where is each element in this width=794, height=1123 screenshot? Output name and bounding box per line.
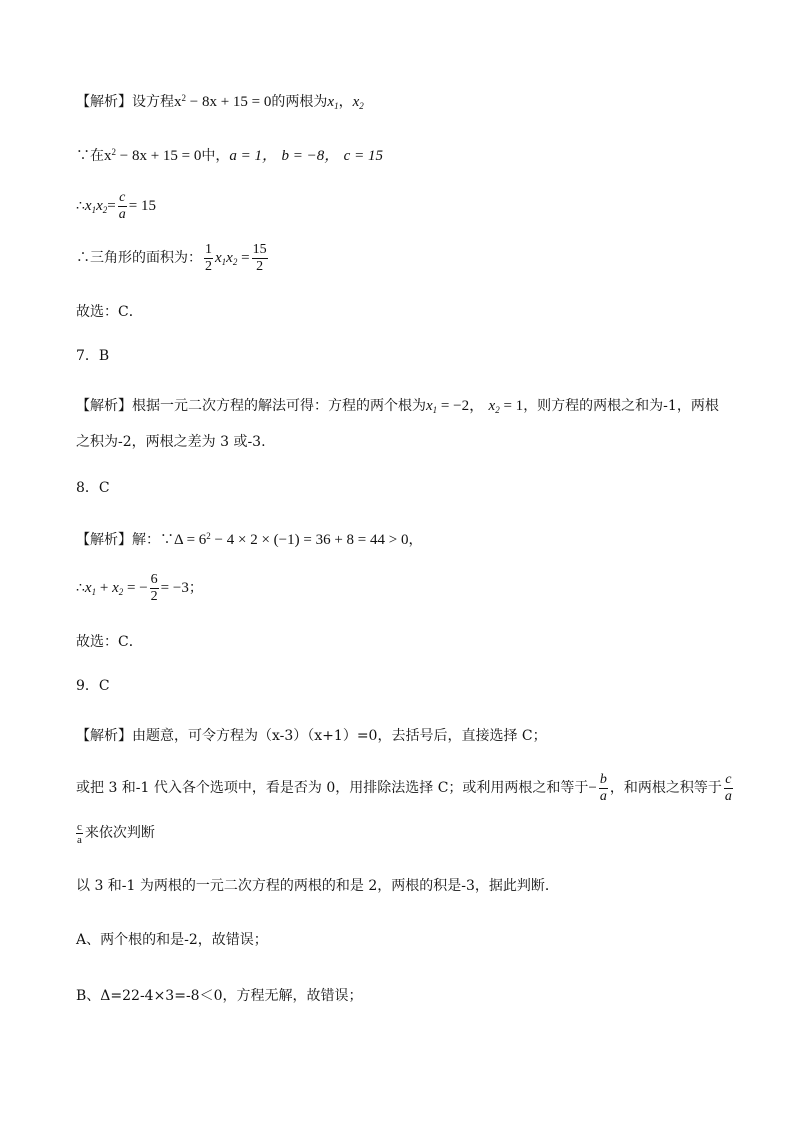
- text: 中，: [201, 148, 230, 164]
- fraction-half: $\frac{1}{2}$: [205, 241, 212, 274]
- text: 【解析】设方程: [76, 94, 174, 110]
- text: ∵在: [76, 148, 104, 164]
- text: 的两根为: [271, 94, 328, 110]
- coef-a: a = 1，: [229, 148, 278, 164]
- fraction-15-over-2: $\frac{15}{2}$: [252, 241, 267, 274]
- fraction-b-over-a: $\frac{b}{a}$: [599, 771, 607, 804]
- analysis-line-11: $\therefore x_1 + x_2$ = − $\frac{6}{2}$ = −3；: [76, 571, 203, 604]
- analysis-line-15: 或把 3 和-1 代入各个选项中，看是否为 0，用排除法选择 C；或利用两根之和等于− $\frac{b}{a}$ ，和两根之积等于 $\frac{c}{a}$: [76, 771, 732, 804]
- analysis-line-16: $\frac{c}{a}$ 来依次判断: [77, 820, 155, 846]
- question-7-answer: 7．B: [76, 348, 110, 364]
- question-9-answer: 9．C: [76, 678, 110, 694]
- fraction-6-over-2: $\frac{6}{2}$: [150, 571, 158, 604]
- coef-c: c = 15: [343, 148, 383, 164]
- analysis-line-10: 【解析】解：∵Δ = $6^2 - 4 \times 2 \times (-1) = 36 + 8 = 44 > 0$，: [76, 531, 423, 548]
- analysis-line-2: [76, 142, 383, 166]
- analysis-line-14: 【解析】由题意，可令方程为（x-3）（x+1）=0，去括号后，直接选择 C；: [76, 728, 547, 744]
- root-x1: $x_1$: [327, 94, 339, 111]
- equation: $x^2 - 8x + 15 = 0$: [104, 147, 202, 164]
- equation: $x^2 - 8x + 15 = 0$: [174, 93, 272, 110]
- coef-b: b = −8，: [281, 148, 340, 164]
- option-a-line: A、两个根的和是-2，故错误；: [76, 932, 268, 948]
- analysis-line-3: $\therefore x_1x_2=$ $\frac{c}{a}$ = 15: [76, 189, 156, 222]
- analysis-line-7: 【解析】根据一元二次方程的解法可得：方程的两个根为$x_1 = -2$， $x_2 = 1$，则方程的两根之和为-1，两根: [76, 398, 719, 415]
- analysis-line-8: 之积为-2，两根之差为 3 或-3.: [76, 434, 266, 450]
- analysis-line-17: 以 3 和-1 为两根的一元二次方程的两根的和是 2，两根的积是-3，据此判断．: [76, 878, 559, 894]
- root-x2: $x_2$: [352, 94, 364, 111]
- option-b-line: B、Δ=22-4×3=-8＜0，方程无解，故错误；: [76, 988, 363, 1004]
- analysis-line-1: 【解析】设方程$x^2 - 8x + 15 = 0$的两根为$x_1$，$x_2$: [76, 93, 364, 111]
- question-8-answer: 8．C: [76, 480, 110, 496]
- fraction-c-over-a: $\frac{c}{a}$: [724, 771, 732, 804]
- fraction-c-over-a: $\frac{c}{a}$: [118, 189, 126, 222]
- analysis-line-4: ∴三角形的面积为： $\frac{1}{2}$ $x_1x_2$ = $\frac{15}{2}$: [76, 241, 267, 274]
- answer-line: 故选：C．: [76, 304, 143, 320]
- answer-line: 故选：C．: [76, 634, 143, 650]
- fraction-c-over-a-small: $\frac{c}{a}$: [77, 820, 82, 846]
